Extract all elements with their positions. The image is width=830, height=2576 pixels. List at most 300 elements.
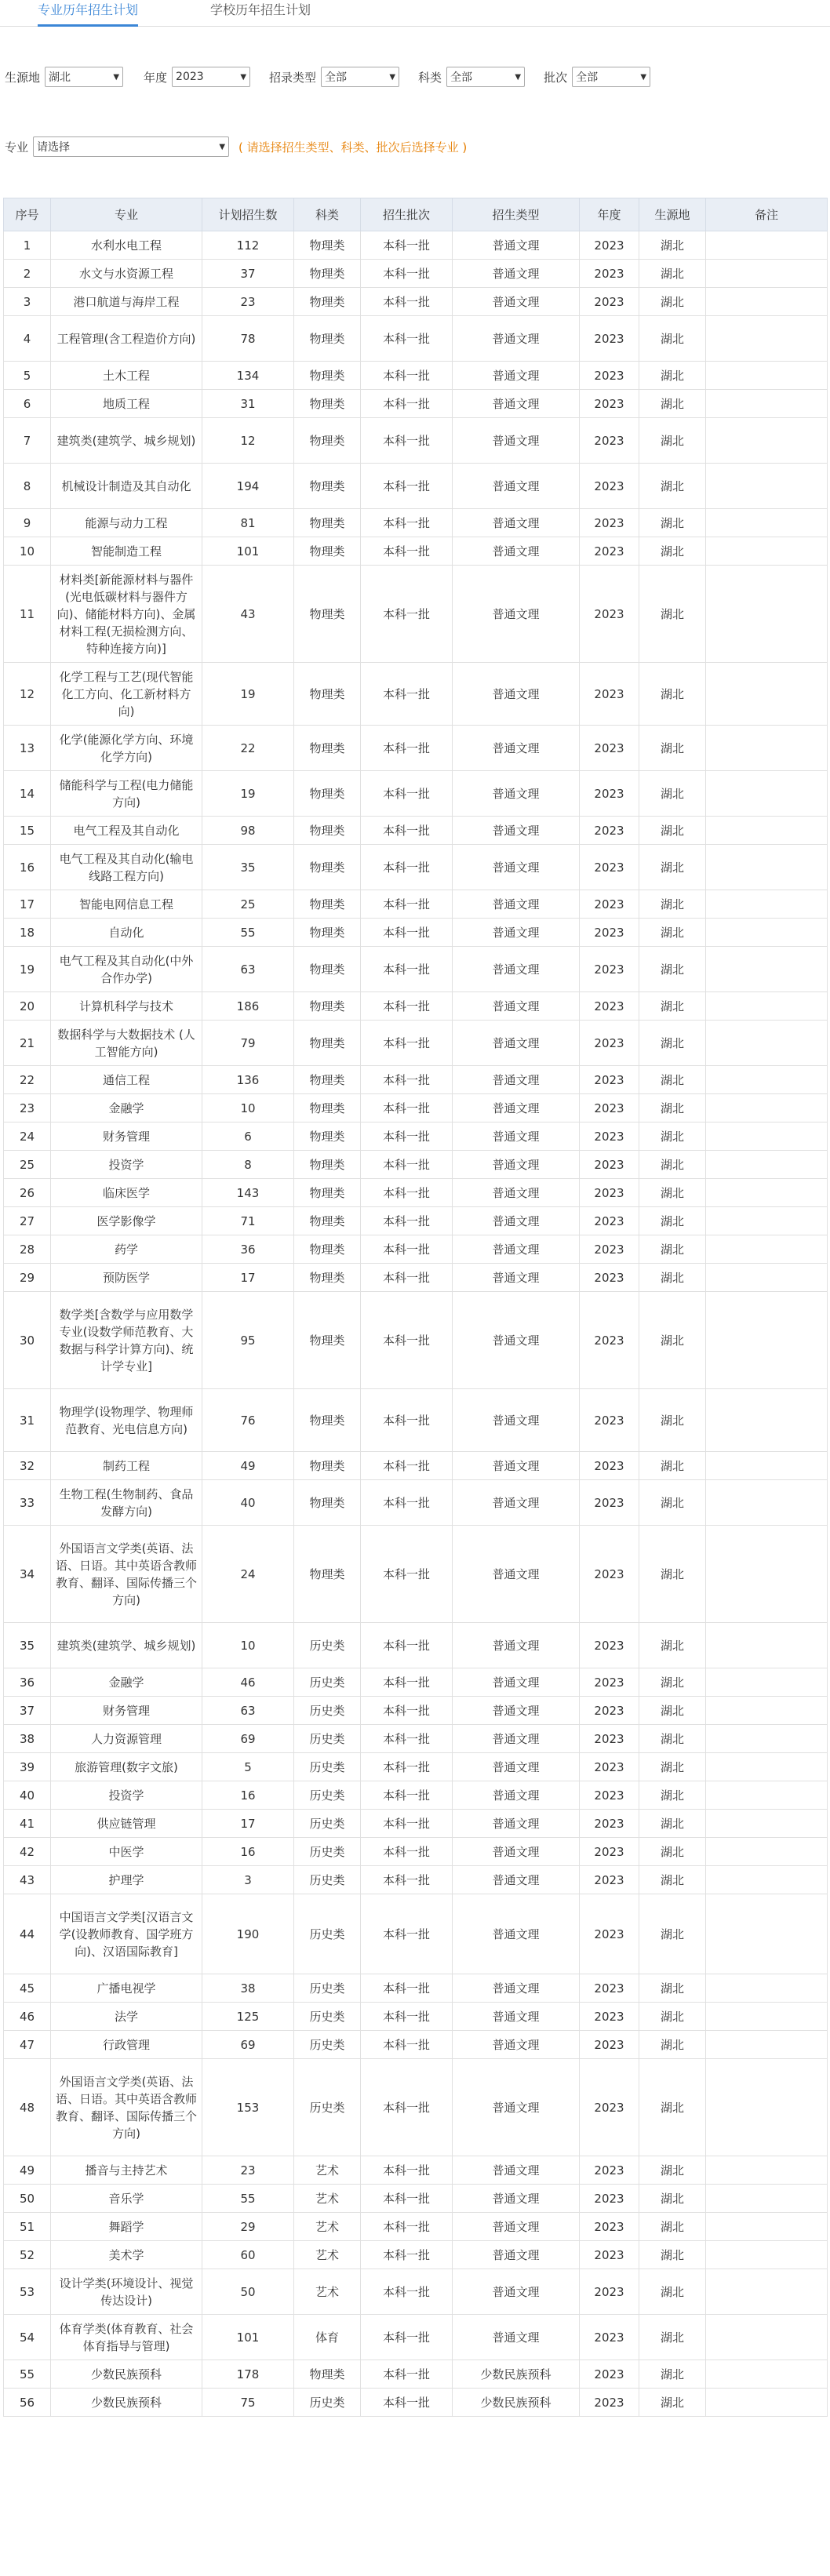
cell-note xyxy=(706,992,828,1021)
cell-count: 37 xyxy=(202,260,294,288)
cell-type: 普通文理 xyxy=(453,231,580,260)
cell-count: 194 xyxy=(202,464,294,509)
source-select[interactable] xyxy=(45,67,123,87)
table-row xyxy=(4,1753,828,1781)
table-row xyxy=(4,1480,828,1526)
plan-table-wrapper xyxy=(3,198,827,2417)
cell-count: 186 xyxy=(202,992,294,1021)
cell-year: 2023 xyxy=(580,418,639,464)
cell-year: 2023 xyxy=(580,2269,639,2315)
cell-count: 16 xyxy=(202,1838,294,1866)
table-row xyxy=(4,2059,828,2156)
cell-year: 2023 xyxy=(580,1668,639,1697)
batch-value: 全部 xyxy=(576,71,599,84)
table-row xyxy=(4,2315,828,2360)
cell-major: 建筑类(建筑学、城乡规划) xyxy=(51,418,202,464)
cell-note xyxy=(706,2241,828,2269)
cell-year: 2023 xyxy=(580,260,639,288)
cell-subject: 历史类 xyxy=(294,1781,361,1810)
cell-source: 湖北 xyxy=(639,1292,706,1389)
cell-type: 普通文理 xyxy=(453,1668,580,1697)
cell-no: 38 xyxy=(4,1725,51,1753)
subject-select[interactable] xyxy=(446,67,525,87)
cell-batch: 本科一批 xyxy=(361,947,453,992)
major-select[interactable] xyxy=(33,136,229,157)
cell-subject: 历史类 xyxy=(294,1974,361,2003)
year-select[interactable] xyxy=(172,67,250,87)
cell-year: 2023 xyxy=(580,1264,639,1292)
cell-batch: 本科一批 xyxy=(361,2241,453,2269)
cell-count: 6 xyxy=(202,1122,294,1151)
table-row xyxy=(4,919,828,947)
cell-no: 13 xyxy=(4,726,51,771)
cell-subject: 历史类 xyxy=(294,1725,361,1753)
cell-subject: 物理类 xyxy=(294,1292,361,1389)
table-row xyxy=(4,2241,828,2269)
table-row xyxy=(4,1781,828,1810)
cell-no: 16 xyxy=(4,845,51,890)
cell-subject: 物理类 xyxy=(294,919,361,947)
cell-no: 6 xyxy=(4,390,51,418)
cell-batch: 本科一批 xyxy=(361,726,453,771)
cell-source: 湖北 xyxy=(639,288,706,316)
table-row xyxy=(4,1122,828,1151)
table-row xyxy=(4,1697,828,1725)
cell-count: 38 xyxy=(202,1974,294,2003)
cell-major: 投资学 xyxy=(51,1781,202,1810)
cell-source: 湖北 xyxy=(639,1974,706,2003)
table-row xyxy=(4,1725,828,1753)
cell-subject: 物理类 xyxy=(294,1264,361,1292)
cell-type: 普通文理 xyxy=(453,537,580,566)
cell-subject: 物理类 xyxy=(294,1122,361,1151)
cell-subject: 历史类 xyxy=(294,2059,361,2156)
cell-type: 普通文理 xyxy=(453,2241,580,2269)
cell-count: 101 xyxy=(202,2315,294,2360)
cell-batch: 本科一批 xyxy=(361,231,453,260)
cell-source: 湖北 xyxy=(639,2031,706,2059)
cell-year: 2023 xyxy=(580,817,639,845)
cell-count: 112 xyxy=(202,231,294,260)
cell-count: 95 xyxy=(202,1292,294,1389)
cell-batch: 本科一批 xyxy=(361,1623,453,1668)
table-row xyxy=(4,1235,828,1264)
cell-year: 2023 xyxy=(580,1207,639,1235)
admit-type-select[interactable] xyxy=(321,67,399,87)
cell-note xyxy=(706,2003,828,2031)
table-row xyxy=(4,845,828,890)
cell-year: 2023 xyxy=(580,1810,639,1838)
cell-year: 2023 xyxy=(580,464,639,509)
cell-major: 投资学 xyxy=(51,1151,202,1179)
cell-source: 湖北 xyxy=(639,1264,706,1292)
cell-year: 2023 xyxy=(580,509,639,537)
cell-year: 2023 xyxy=(580,663,639,726)
cell-type: 普通文理 xyxy=(453,771,580,817)
cell-year: 2023 xyxy=(580,2059,639,2156)
table-row xyxy=(4,1623,828,1668)
cell-type: 普通文理 xyxy=(453,817,580,845)
cell-note xyxy=(706,919,828,947)
cell-batch: 本科一批 xyxy=(361,919,453,947)
cell-note xyxy=(706,1725,828,1753)
table-row xyxy=(4,2156,828,2185)
cell-batch: 本科一批 xyxy=(361,390,453,418)
cell-batch: 本科一批 xyxy=(361,2059,453,2156)
cell-count: 31 xyxy=(202,390,294,418)
cell-no: 47 xyxy=(4,2031,51,2059)
cell-major: 法学 xyxy=(51,2003,202,2031)
cell-year: 2023 xyxy=(580,1753,639,1781)
cell-major: 临床医学 xyxy=(51,1179,202,1207)
col-header-no: 序号 xyxy=(4,198,51,231)
cell-count: 23 xyxy=(202,2156,294,2185)
table-row xyxy=(4,1526,828,1623)
cell-major: 电气工程及其自动化(输电线路工程方向) xyxy=(51,845,202,890)
cell-type: 普通文理 xyxy=(453,726,580,771)
cell-subject: 物理类 xyxy=(294,1207,361,1235)
cell-no: 22 xyxy=(4,1066,51,1094)
cell-year: 2023 xyxy=(580,2156,639,2185)
table-row xyxy=(4,890,828,919)
cell-year: 2023 xyxy=(580,537,639,566)
cell-no: 42 xyxy=(4,1838,51,1866)
cell-type: 普通文理 xyxy=(453,992,580,1021)
table-row xyxy=(4,1974,828,2003)
table-body xyxy=(4,231,828,2417)
cell-no: 18 xyxy=(4,919,51,947)
cell-note xyxy=(706,2269,828,2315)
cell-source: 湖北 xyxy=(639,362,706,390)
cell-batch: 本科一批 xyxy=(361,1810,453,1838)
cell-type: 普通文理 xyxy=(453,919,580,947)
cell-source: 湖北 xyxy=(639,1781,706,1810)
cell-major: 地质工程 xyxy=(51,390,202,418)
cell-subject: 物理类 xyxy=(294,890,361,919)
cell-note xyxy=(706,1122,828,1151)
cell-count: 35 xyxy=(202,845,294,890)
cell-subject: 历史类 xyxy=(294,1838,361,1866)
cell-no: 3 xyxy=(4,288,51,316)
cell-note xyxy=(706,1838,828,1866)
cell-note xyxy=(706,464,828,509)
cell-note xyxy=(706,1207,828,1235)
cell-subject: 物理类 xyxy=(294,509,361,537)
cell-major: 建筑类(建筑学、城乡规划) xyxy=(51,1623,202,1668)
cell-count: 153 xyxy=(202,2059,294,2156)
cell-source: 湖北 xyxy=(639,2213,706,2241)
cell-count: 19 xyxy=(202,771,294,817)
cell-source: 湖北 xyxy=(639,2185,706,2213)
cell-note xyxy=(706,288,828,316)
table-row xyxy=(4,947,828,992)
table-row xyxy=(4,2360,828,2389)
cell-type: 普通文理 xyxy=(453,845,580,890)
cell-note xyxy=(706,1452,828,1480)
cell-count: 55 xyxy=(202,2185,294,2213)
cell-no: 20 xyxy=(4,992,51,1021)
cell-note xyxy=(706,1179,828,1207)
cell-source: 湖北 xyxy=(639,1021,706,1066)
cell-subject: 物理类 xyxy=(294,390,361,418)
cell-batch: 本科一批 xyxy=(361,1894,453,1974)
table-row xyxy=(4,1810,828,1838)
table-row xyxy=(4,260,828,288)
cell-no: 37 xyxy=(4,1697,51,1725)
cell-source: 湖北 xyxy=(639,817,706,845)
source-value: 湖北 xyxy=(49,71,71,84)
cell-subject: 历史类 xyxy=(294,1668,361,1697)
table-row xyxy=(4,1066,828,1094)
table-row xyxy=(4,418,828,464)
cell-subject: 物理类 xyxy=(294,418,361,464)
cell-source: 湖北 xyxy=(639,1623,706,1668)
cell-count: 22 xyxy=(202,726,294,771)
cell-major: 制药工程 xyxy=(51,1452,202,1480)
cell-year: 2023 xyxy=(580,1894,639,1974)
cell-year: 2023 xyxy=(580,1389,639,1452)
cell-major: 能源与动力工程 xyxy=(51,509,202,537)
cell-count: 16 xyxy=(202,1781,294,1810)
cell-batch: 本科一批 xyxy=(361,2156,453,2185)
cell-type: 普通文理 xyxy=(453,1389,580,1452)
cell-batch: 本科一批 xyxy=(361,992,453,1021)
cell-subject: 物理类 xyxy=(294,1452,361,1480)
cell-no: 17 xyxy=(4,890,51,919)
cell-batch: 本科一批 xyxy=(361,1781,453,1810)
cell-no: 21 xyxy=(4,1021,51,1066)
cell-year: 2023 xyxy=(580,2315,639,2360)
cell-subject: 物理类 xyxy=(294,260,361,288)
cell-major: 中国语言文学类[汉语言文学(设教师教育、国学班方向)、汉语国际教育] xyxy=(51,1894,202,1974)
cell-subject: 物理类 xyxy=(294,817,361,845)
cell-count: 55 xyxy=(202,919,294,947)
cell-no: 28 xyxy=(4,1235,51,1264)
cell-year: 2023 xyxy=(580,2003,639,2031)
cell-year: 2023 xyxy=(580,1122,639,1151)
cell-major: 生物工程(生物制药、食品发酵方向) xyxy=(51,1480,202,1526)
cell-no: 2 xyxy=(4,260,51,288)
cell-no: 55 xyxy=(4,2360,51,2389)
batch-select[interactable] xyxy=(572,67,650,87)
col-header-source: 生源地 xyxy=(639,198,706,231)
cell-note xyxy=(706,2315,828,2360)
chevron-down-icon: ▼ xyxy=(389,72,396,82)
cell-year: 2023 xyxy=(580,845,639,890)
cell-source: 湖北 xyxy=(639,2156,706,2185)
cell-note xyxy=(706,566,828,663)
cell-source: 湖北 xyxy=(639,2269,706,2315)
cell-major: 土木工程 xyxy=(51,362,202,390)
cell-note xyxy=(706,1668,828,1697)
cell-no: 44 xyxy=(4,1894,51,1974)
cell-major: 少数民族预科 xyxy=(51,2389,202,2417)
cell-source: 湖北 xyxy=(639,509,706,537)
cell-note xyxy=(706,2031,828,2059)
cell-major: 旅游管理(数字文旅) xyxy=(51,1753,202,1781)
cell-source: 湖北 xyxy=(639,390,706,418)
cell-source: 湖北 xyxy=(639,845,706,890)
cell-year: 2023 xyxy=(580,1866,639,1894)
cell-major: 金融学 xyxy=(51,1094,202,1122)
cell-source: 湖北 xyxy=(639,1668,706,1697)
cell-no: 52 xyxy=(4,2241,51,2269)
cell-major: 外国语言文学类(英语、法语、日语。其中英语含教师教育、翻译、国际传播三个方向) xyxy=(51,2059,202,2156)
cell-source: 湖北 xyxy=(639,1452,706,1480)
cell-no: 43 xyxy=(4,1866,51,1894)
cell-count: 75 xyxy=(202,2389,294,2417)
subject-label: 科类 xyxy=(418,70,442,85)
cell-no: 36 xyxy=(4,1668,51,1697)
cell-year: 2023 xyxy=(580,890,639,919)
cell-year: 2023 xyxy=(580,1179,639,1207)
cell-type: 普通文理 xyxy=(453,1292,580,1389)
cell-source: 湖北 xyxy=(639,1122,706,1151)
cell-subject: 物理类 xyxy=(294,771,361,817)
cell-type: 少数民族预科 xyxy=(453,2389,580,2417)
cell-year: 2023 xyxy=(580,2031,639,2059)
cell-batch: 本科一批 xyxy=(361,316,453,362)
cell-count: 50 xyxy=(202,2269,294,2315)
cell-type: 普通文理 xyxy=(453,2059,580,2156)
subject-value: 全部 xyxy=(450,71,473,84)
cell-batch: 本科一批 xyxy=(361,1264,453,1292)
cell-major: 智能电网信息工程 xyxy=(51,890,202,919)
cell-batch: 本科一批 xyxy=(361,2389,453,2417)
cell-source: 湖北 xyxy=(639,1894,706,1974)
cell-source: 湖北 xyxy=(639,663,706,726)
cell-source: 湖北 xyxy=(639,1526,706,1623)
cell-major: 电气工程及其自动化(中外合作办学) xyxy=(51,947,202,992)
cell-no: 40 xyxy=(4,1781,51,1810)
cell-count: 60 xyxy=(202,2241,294,2269)
cell-note xyxy=(706,771,828,817)
source-label: 生源地 xyxy=(5,70,41,85)
cell-year: 2023 xyxy=(580,771,639,817)
cell-no: 45 xyxy=(4,1974,51,2003)
cell-source: 湖北 xyxy=(639,726,706,771)
cell-year: 2023 xyxy=(580,1452,639,1480)
plan-table xyxy=(3,198,828,2417)
cell-type: 普通文理 xyxy=(453,362,580,390)
col-header-batch: 招生批次 xyxy=(361,198,453,231)
table-row xyxy=(4,2213,828,2241)
cell-note xyxy=(706,1753,828,1781)
cell-type: 普通文理 xyxy=(453,947,580,992)
cell-source: 湖北 xyxy=(639,1753,706,1781)
cell-note xyxy=(706,2213,828,2241)
cell-major: 人力资源管理 xyxy=(51,1725,202,1753)
cell-major: 预防医学 xyxy=(51,1264,202,1292)
cell-note xyxy=(706,2389,828,2417)
cell-no: 35 xyxy=(4,1623,51,1668)
cell-subject: 物理类 xyxy=(294,1066,361,1094)
cell-type: 普通文理 xyxy=(453,1781,580,1810)
cell-count: 24 xyxy=(202,1526,294,1623)
cell-type: 普通文理 xyxy=(453,1526,580,1623)
chevron-down-icon: ▼ xyxy=(240,72,247,82)
table-row xyxy=(4,509,828,537)
cell-major: 医学影像学 xyxy=(51,1207,202,1235)
cell-year: 2023 xyxy=(580,947,639,992)
cell-major: 广播电视学 xyxy=(51,1974,202,2003)
cell-count: 17 xyxy=(202,1264,294,1292)
cell-no: 4 xyxy=(4,316,51,362)
cell-source: 湖北 xyxy=(639,1838,706,1866)
cell-subject: 物理类 xyxy=(294,566,361,663)
tab-major-plan[interactable]: 专业历年招生计划 xyxy=(38,0,138,27)
cell-major: 水文与水资源工程 xyxy=(51,260,202,288)
cell-note xyxy=(706,845,828,890)
cell-type: 普通文理 xyxy=(453,1452,580,1480)
cell-major: 材料类[新能源材料与器件(光电低碳材料与器件方向)、储能材料方向)、金属材料工程(无损检测方向、特种连接方向)] xyxy=(51,566,202,663)
cell-note xyxy=(706,1292,828,1389)
cell-no: 7 xyxy=(4,418,51,464)
tab-school-plan[interactable]: 学校历年招生计划 xyxy=(210,2,311,17)
cell-count: 23 xyxy=(202,288,294,316)
table-row xyxy=(4,464,828,509)
cell-batch: 本科一批 xyxy=(361,509,453,537)
cell-subject: 物理类 xyxy=(294,1094,361,1122)
cell-batch: 本科一批 xyxy=(361,1866,453,1894)
cell-type: 普通文理 xyxy=(453,390,580,418)
cell-count: 98 xyxy=(202,817,294,845)
cell-subject: 体育 xyxy=(294,2315,361,2360)
cell-source: 湖北 xyxy=(639,1725,706,1753)
cell-note xyxy=(706,1894,828,1974)
cell-year: 2023 xyxy=(580,1623,639,1668)
cell-batch: 本科一批 xyxy=(361,2031,453,2059)
cell-type: 普通文理 xyxy=(453,260,580,288)
cell-source: 湖北 xyxy=(639,1480,706,1526)
cell-major: 电气工程及其自动化 xyxy=(51,817,202,845)
table-row xyxy=(4,1179,828,1207)
cell-note xyxy=(706,1697,828,1725)
cell-subject: 物理类 xyxy=(294,726,361,771)
cell-year: 2023 xyxy=(580,1066,639,1094)
table-row xyxy=(4,2003,828,2031)
cell-note xyxy=(706,1974,828,2003)
cell-no: 46 xyxy=(4,2003,51,2031)
cell-source: 湖北 xyxy=(639,890,706,919)
cell-subject: 历史类 xyxy=(294,1697,361,1725)
cell-source: 湖北 xyxy=(639,2315,706,2360)
table-row xyxy=(4,1021,828,1066)
cell-subject: 物理类 xyxy=(294,316,361,362)
cell-note xyxy=(706,663,828,726)
cell-count: 10 xyxy=(202,1623,294,1668)
cell-batch: 本科一批 xyxy=(361,1668,453,1697)
filter-row-2 xyxy=(0,135,467,158)
cell-source: 湖北 xyxy=(639,771,706,817)
cell-batch: 本科一批 xyxy=(361,771,453,817)
cell-batch: 本科一批 xyxy=(361,1389,453,1452)
table-row xyxy=(4,231,828,260)
cell-batch: 本科一批 xyxy=(361,663,453,726)
cell-source: 湖北 xyxy=(639,1207,706,1235)
cell-count: 36 xyxy=(202,1235,294,1264)
cell-no: 19 xyxy=(4,947,51,992)
cell-type: 少数民族预科 xyxy=(453,2360,580,2389)
cell-year: 2023 xyxy=(580,2241,639,2269)
cell-type: 普通文理 xyxy=(453,890,580,919)
cell-major: 外国语言文学类(英语、法语、日语。其中英语含教师教育、翻译、国际传播三个方向) xyxy=(51,1526,202,1623)
cell-year: 2023 xyxy=(580,231,639,260)
cell-batch: 本科一批 xyxy=(361,2003,453,2031)
cell-subject: 历史类 xyxy=(294,1810,361,1838)
cell-count: 79 xyxy=(202,1021,294,1066)
cell-type: 普通文理 xyxy=(453,2315,580,2360)
